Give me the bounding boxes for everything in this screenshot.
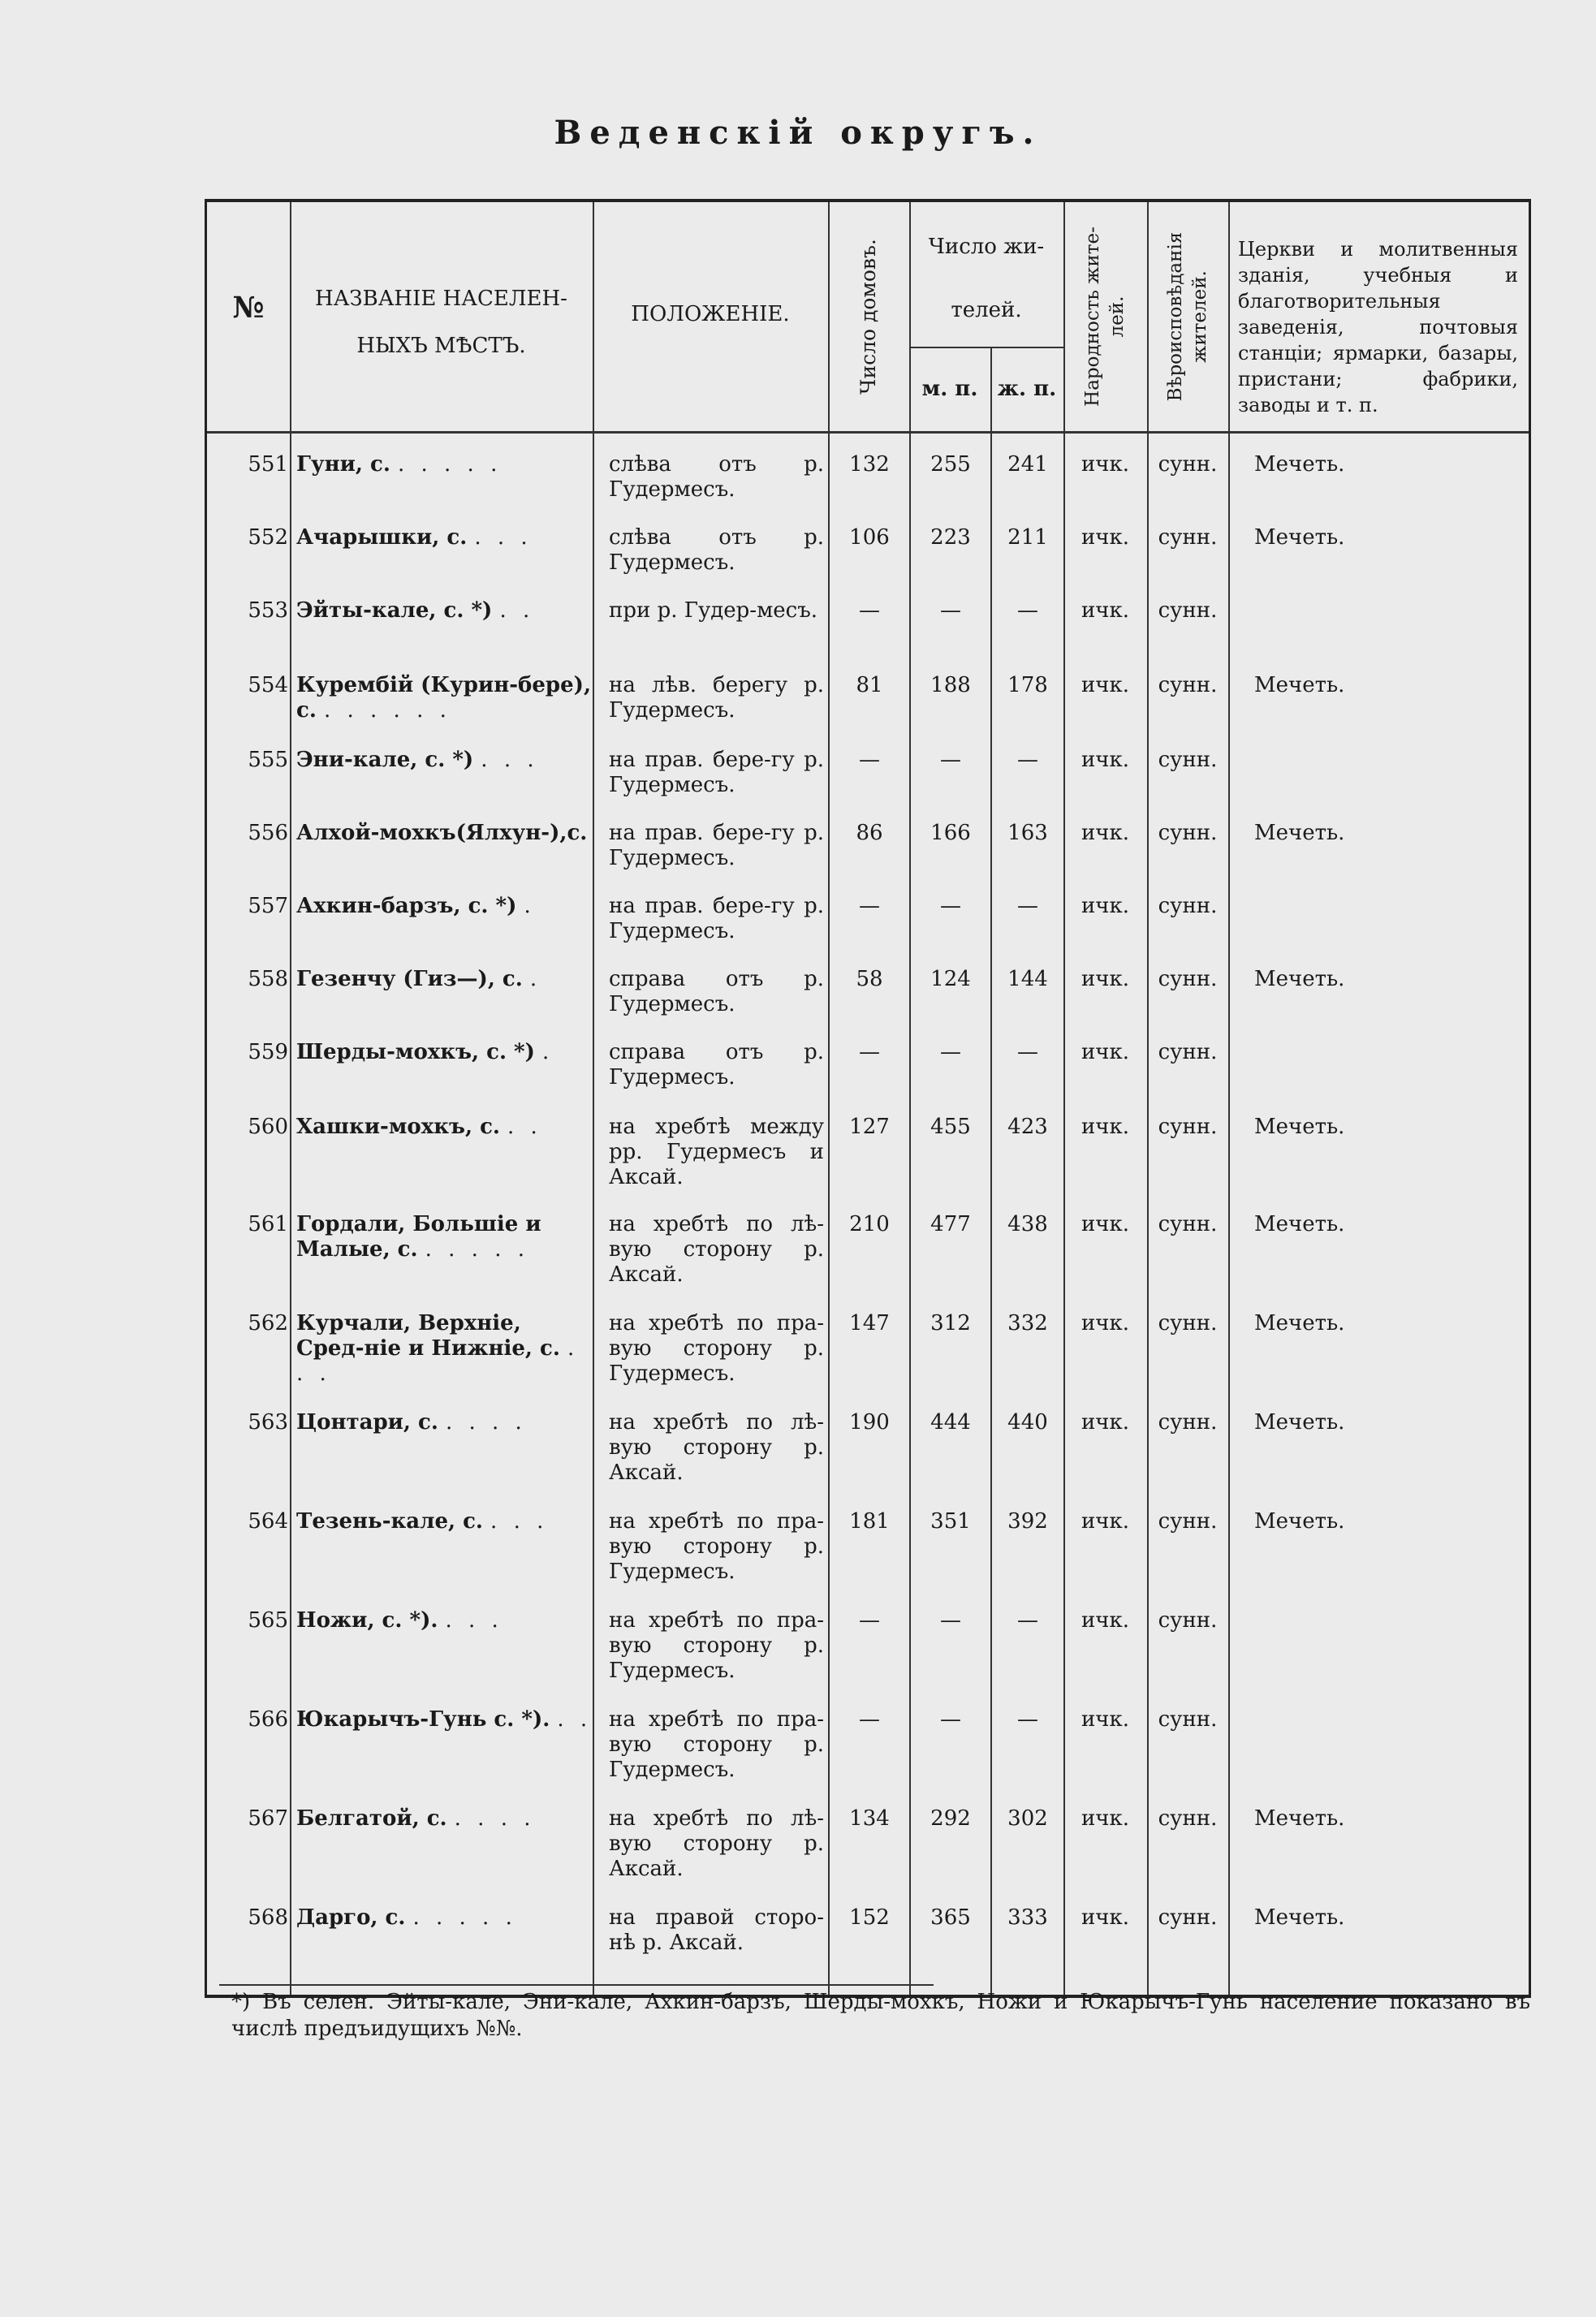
female-count: 241 (1007, 452, 1048, 477)
settlement-position: слѣва отъ р. Гудермесъ. (609, 525, 824, 575)
institutions: Мечеть. (1254, 821, 1345, 845)
header-position: ПОЛОЖЕНІЕ. (631, 302, 790, 326)
settlement-name: Белгатой, с. . . . . (296, 1806, 536, 1831)
settlement-position: на лѣв. берегу р. Гудермесъ. (609, 673, 824, 723)
page-title: Веденскій округъ. (554, 114, 1042, 152)
settlement-position: при р. Гудер-месъ. (609, 598, 818, 623)
male-count: 223 (930, 525, 971, 550)
settlement-position: на хребтѣ по лѣ-вую сторону р. Аксай. (609, 1410, 824, 1485)
male-count: — (940, 1707, 961, 1732)
footnote-rule (219, 1984, 934, 1986)
header-name: НАЗВАНІЕ НАСЕЛЕН- НЫХЪ МѢСТЪ. (315, 287, 567, 358)
religion: сунн. (1158, 1905, 1218, 1930)
header-religion: Вѣроисповѣданія жителей. (1165, 231, 1210, 402)
nationality: ичк. (1081, 894, 1130, 918)
male-count: 444 (930, 1410, 971, 1435)
institutions: Мечеть. (1254, 1212, 1345, 1236)
institutions: Мечеть. (1254, 452, 1345, 477)
header-male: м. п. (921, 377, 978, 401)
settlement-position: на хребтѣ по пра-вую сторону р. Гудермесъ. (609, 1707, 824, 1782)
female-count: 302 (1007, 1806, 1048, 1831)
houses-count: 58 (856, 967, 883, 991)
institutions: Мечеть. (1254, 1806, 1345, 1831)
row-number: 555 (248, 748, 288, 772)
settlement-name: Юкарычъ-Гунь с. *). . . (296, 1707, 593, 1732)
header-nationality: Народность жите- лей. (1082, 227, 1128, 407)
header-inhabitants: Число жи- телей. (928, 235, 1045, 322)
nationality: ичк. (1081, 598, 1130, 623)
row-number: 567 (248, 1806, 288, 1831)
male-count: — (940, 1608, 961, 1633)
religion: сунн. (1158, 894, 1218, 918)
houses-count: — (859, 1707, 880, 1732)
male-count: 365 (930, 1905, 971, 1930)
religion: сунн. (1158, 598, 1218, 623)
religion: сунн. (1158, 821, 1218, 845)
female-count: — (1017, 598, 1038, 623)
religion: сунн. (1158, 452, 1218, 477)
row-number: 565 (248, 1608, 288, 1633)
nationality: ичк. (1081, 525, 1130, 550)
settlement-name: Цонтари, с. . . . . (296, 1410, 527, 1435)
row-number: 554 (248, 673, 288, 697)
religion: сунн. (1158, 673, 1218, 697)
male-count: 477 (930, 1212, 971, 1236)
religion: сунн. (1158, 1410, 1218, 1435)
female-count: 144 (1007, 967, 1048, 991)
nationality: ичк. (1081, 1806, 1130, 1831)
female-count: 392 (1007, 1509, 1048, 1534)
row-number: 568 (248, 1905, 288, 1930)
settlement-position: слѣва отъ р. Гудермесъ. (609, 452, 824, 502)
male-count: 166 (930, 821, 971, 845)
male-count: 312 (930, 1311, 971, 1335)
houses-count: 86 (856, 821, 883, 845)
header-houses: Число домовъ. (856, 239, 880, 395)
row-number: 559 (248, 1040, 288, 1064)
institutions: Мечеть. (1254, 967, 1345, 991)
settlement-name: Ачарышки, с. . . . (296, 525, 533, 550)
female-count: 163 (1007, 821, 1048, 845)
religion: сунн. (1158, 1509, 1218, 1534)
row-number: 551 (248, 452, 288, 477)
houses-count: — (859, 894, 880, 918)
row-number: 560 (248, 1115, 288, 1139)
religion: сунн. (1158, 525, 1218, 550)
houses-count: — (859, 1608, 880, 1633)
settlement-name: Курембій (Курин-бере), с. . . . . . . (296, 673, 591, 723)
nationality: ичк. (1081, 748, 1130, 772)
male-count: — (940, 1040, 961, 1064)
female-count: — (1017, 1040, 1038, 1064)
nationality: ичк. (1081, 1905, 1130, 1930)
houses-count: — (859, 1040, 880, 1064)
male-count: 292 (930, 1806, 971, 1831)
religion: сунн. (1158, 1040, 1218, 1064)
settlement-name: Гордали, Большіе и Малые, с. . . . . . (296, 1212, 541, 1262)
nationality: ичк. (1081, 967, 1130, 991)
nationality: ичк. (1081, 1311, 1130, 1335)
female-count: 211 (1007, 525, 1048, 550)
male-count: 188 (930, 673, 971, 697)
religion: сунн. (1158, 748, 1218, 772)
settlement-name: Эйты-кале, с. *) . . (296, 598, 535, 623)
religion: сунн. (1158, 1707, 1218, 1732)
houses-count: 210 (849, 1212, 890, 1236)
settlement-position: справа отъ р. Гудермесъ. (609, 967, 824, 1016)
settlement-position: на прав. бере-гу р. Гудермесъ. (609, 748, 824, 797)
female-count: 178 (1007, 673, 1048, 697)
institutions: Мечеть. (1254, 673, 1345, 697)
houses-count: — (859, 748, 880, 772)
nationality: ичк. (1081, 452, 1130, 477)
female-count: 333 (1007, 1905, 1048, 1930)
settlement-position: на хребтѣ по пра-вую сторону р. Гудермесъ. (609, 1608, 824, 1683)
settlement-name: Гуни, с. . . . . . (296, 452, 503, 477)
footnote: *) Въ селен. Эйты-кале, Эни-кале, Ахкин-барзъ, Шерды-мохкъ, Ножи и Юкарычъ-Гунь население показано въ числѣ предъидущихъ №№. (231, 1990, 1530, 2041)
religion: сунн. (1158, 1212, 1218, 1236)
col-rule (593, 202, 594, 1995)
nationality: ичк. (1081, 673, 1130, 697)
male-count: — (940, 894, 961, 918)
row-number: 557 (248, 894, 288, 918)
institutions: Мечеть. (1254, 1311, 1345, 1335)
institutions: Мечеть. (1254, 1905, 1345, 1930)
settlement-name: Курчали, Верхніе, Сред-ніе и Нижніе, с. . . . (296, 1311, 580, 1386)
sub-header-rule (909, 347, 1063, 348)
houses-count: 181 (849, 1509, 890, 1534)
row-number: 552 (248, 525, 288, 550)
houses-count: 134 (849, 1806, 890, 1831)
settlement-name: Эни-кале, с. *) . . . (296, 748, 539, 772)
institutions: Мечеть. (1254, 1115, 1345, 1139)
row-number: 563 (248, 1410, 288, 1435)
male-count: — (940, 748, 961, 772)
female-count: 440 (1007, 1410, 1048, 1435)
religion: сунн. (1158, 1608, 1218, 1633)
nationality: ичк. (1081, 1212, 1130, 1236)
institutions: Мечеть. (1254, 1509, 1345, 1534)
houses-count: 152 (849, 1905, 890, 1930)
settlement-position: на хребтѣ по лѣ-вую сторону р. Аксай. (609, 1806, 824, 1881)
header-rule (207, 431, 1529, 434)
row-number: 556 (248, 821, 288, 845)
institutions: Мечеть. (1254, 525, 1345, 550)
row-number: 558 (248, 967, 288, 991)
male-count: 455 (930, 1115, 971, 1139)
houses-count: 147 (849, 1311, 890, 1335)
religion: сунн. (1158, 1115, 1218, 1139)
settlement-name: Хашки-мохкъ, с. . . (296, 1115, 542, 1139)
settlement-name: Ножи, с. *). . . . (296, 1608, 503, 1633)
houses-count: 106 (849, 525, 890, 550)
row-number: 564 (248, 1509, 288, 1534)
row-number: 561 (248, 1212, 288, 1236)
nationality: ичк. (1081, 1040, 1130, 1064)
settlement-name: Ахкин-барзъ, с. *) . (296, 894, 536, 918)
nationality: ичк. (1081, 1410, 1130, 1435)
header-female: ж. п. (997, 377, 1057, 401)
male-count: 255 (930, 452, 971, 477)
col-rule (290, 202, 291, 1995)
nationality: ичк. (1081, 821, 1130, 845)
col-rule (990, 347, 992, 1995)
nationality: ичк. (1081, 1115, 1130, 1139)
houses-count: — (859, 598, 880, 623)
female-count: — (1017, 1707, 1038, 1732)
houses-count: 132 (849, 452, 890, 477)
row-number: 562 (248, 1311, 288, 1335)
houses-count: 190 (849, 1410, 890, 1435)
nationality: ичк. (1081, 1509, 1130, 1534)
settlement-name: Тезень-кале, с. . . . (296, 1509, 549, 1534)
settlement-name: Гезенчу (Гиз—), с. . (296, 967, 542, 991)
female-count: — (1017, 894, 1038, 918)
settlement-position: справа отъ р. Гудермесъ. (609, 1040, 824, 1089)
header-num: № (232, 291, 265, 325)
religion: сунн. (1158, 967, 1218, 991)
settlement-name: Алхой-мохкъ(Ялхун-),с. (296, 821, 588, 845)
row-number: 566 (248, 1707, 288, 1732)
settlement-name: Шерды-мохкъ, с. *) . (296, 1040, 554, 1064)
settlement-name: Дарго, с. . . . . . (296, 1905, 517, 1930)
female-count: 438 (1007, 1212, 1048, 1236)
settlements-table (205, 199, 1531, 1998)
male-count: — (940, 598, 961, 623)
religion: сунн. (1158, 1806, 1218, 1831)
female-count: 332 (1007, 1311, 1048, 1335)
houses-count: 127 (849, 1115, 890, 1139)
male-count: 124 (930, 967, 971, 991)
houses-count: 81 (856, 673, 883, 697)
male-count: 351 (930, 1509, 971, 1534)
female-count: 423 (1007, 1115, 1048, 1139)
nationality: ичк. (1081, 1707, 1130, 1732)
row-number: 553 (248, 598, 288, 623)
institutions: Мечеть. (1254, 1410, 1345, 1435)
religion: сунн. (1158, 1311, 1218, 1335)
header-institutions: Церкви и молитвенныя зданія, учебныя и благотворительныя заведенія, почтовыя станціи; ярмарки, базары, пристани; фабрики, заводы и т. п. (1238, 238, 1518, 416)
settlement-position: на прав. бере-гу р. Гудермесъ. (609, 821, 824, 870)
settlement-position: на хребтѣ между рр. Гудермесъ и Аксай. (609, 1115, 824, 1189)
settlement-position: на хребтѣ по лѣ-вую сторону р. Аксай. (609, 1212, 824, 1287)
settlement-position: на хребтѣ по пра-вую сторону р. Гудермесъ. (609, 1509, 824, 1584)
female-count: — (1017, 1608, 1038, 1633)
col-rule (1228, 202, 1230, 1995)
settlement-position: на правой сторо-нѣ р. Аксай. (609, 1905, 824, 1955)
nationality: ичк. (1081, 1608, 1130, 1633)
settlement-position: на хребтѣ по пра-вую сторону р. Гудермесъ. (609, 1311, 824, 1386)
female-count: — (1017, 748, 1038, 772)
settlement-position: на прав. бере-гу р. Гудермесъ. (609, 894, 824, 943)
